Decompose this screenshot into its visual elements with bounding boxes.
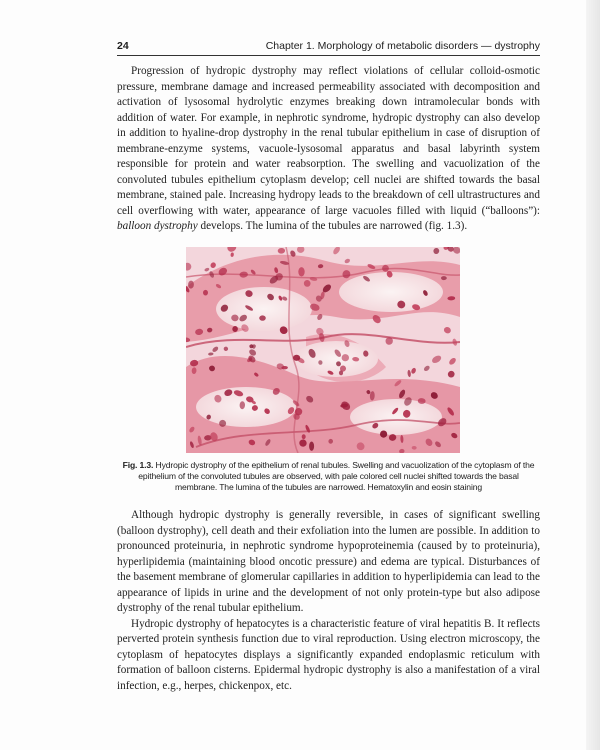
body-text-top: [117, 64, 540, 235]
chapter-title: Chapter 1. Morphology of metabolic disorders — dystrophy: [265, 40, 540, 52]
paragraph-1: Although hydropic dystrophy is generally reversible, in cases of significant swelling (balloon dystrophy), cell death and their exfoliation into the lumen are possible. In addition to pronounced proteinuria, in nephrotic syndrome hypoproteinemia (caused by to proteinuria), hyperlipidemia (maintaining blood oncotic pressure) and edema are typical. Disturbances of the basement membrane of glomerular capillaries in addition to hyperlipidemia can lead to the appearance of lipids in urine and the development of not only protein-type but also adipose dystrophy of the renal tubular epithelium.: [117, 509, 540, 614]
paragraph-text-end: develops. The lumina of the tubules are narrowed (fig. 1.3).: [197, 220, 468, 232]
nucleus: [298, 267, 304, 276]
caption-text: Hydropic dystrophy of the epithelium of renal tubules. Swelling and vacuolization of the cytoplasm of the epithelium of the convoluted tubules are observed, with pale colored cell nuclei shifted towards the basal membrane. The lumina of the tubules are narrowed. Hematoxylin and eosin staining: [138, 460, 535, 492]
page-number: 24: [117, 40, 129, 52]
running-head: [117, 40, 540, 54]
page-edge: [586, 0, 600, 750]
nucleus: [309, 442, 314, 451]
figure-caption: [117, 460, 540, 493]
paragraph-2: Hydropic dystrophy of hepatocytes is a characteristic feature of viral hepatitis B. It reflects perverted protein synthesis function due to viral reproduction. Using electron microscopy, the cytoplasm of hepatocytes displays a significantly expanded endoplasmic reticulum with formation of balloon cisterns. Epidermal hydropic dystrophy is also a manifestation of a viral infection, e.g., herpes, chickenpox, etc.: [117, 617, 540, 692]
header-rule: [117, 55, 540, 56]
paragraph-text: Progression of hydropic dystrophy may reflect violations of cellular colloid-osmotic pressure, membrane damage and increased permeability associated with decomposition and activation of lysosomal hydrolytic enzymes breaking down intramolecular bonds with addition of water. For example, in nephrotic syndrome, hydropic dystrophy can also develop in addition to hyaline-drop dystrophy in the renal tubular epithelium in case of disruption of membrane-enzyme systems, vacuole-lysosomal apparatus and basal labyrinth system responsible for protein and water reabsorption. The swelling and vacuolization of the convoluted tubules epithelium cytoplasm develop; cell nuclei are shifted towards the basal membrane, stained pale. Increasing hydropy leads to the breakdown of cell ultrastructures and cell overflowing with water, appearance of large vacuoles filled with liquid (“balloons”):: [117, 65, 540, 217]
figure-label: Fig. 1.3.: [122, 460, 154, 470]
micrograph-image: [186, 247, 460, 453]
italic-term: balloon dystrophy: [117, 220, 198, 232]
paragraph: [117, 64, 540, 235]
nucleus: [293, 355, 300, 361]
micrograph-figure: [186, 247, 460, 453]
body-text-bottom: [117, 508, 540, 694]
